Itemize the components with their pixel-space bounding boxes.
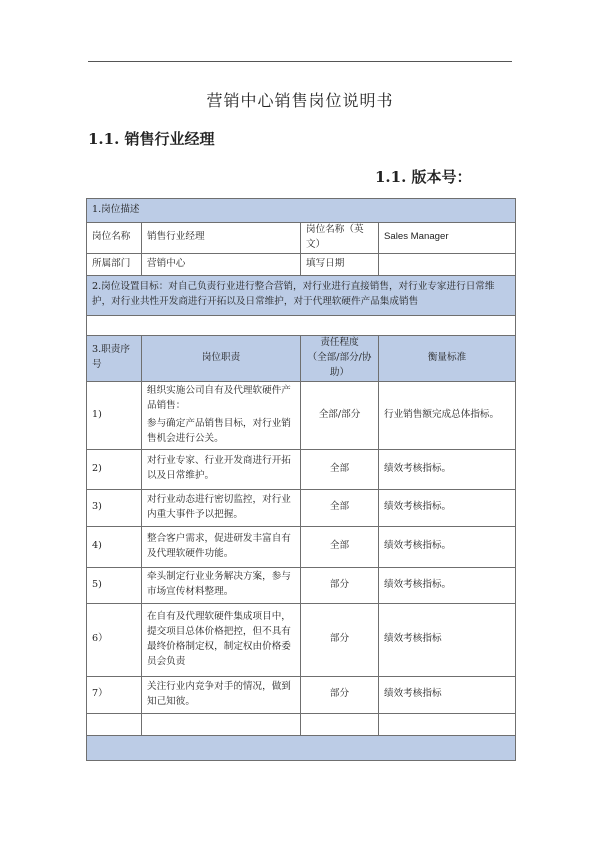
duty-standard: 绩效考核指标 (379, 603, 516, 676)
duty-description (142, 676, 301, 713)
duty-degree: 部分 (301, 676, 379, 713)
duty-seq: 4) (87, 526, 142, 567)
duty-row (87, 381, 516, 449)
duty-description (142, 603, 301, 676)
duty-row (87, 567, 516, 603)
duty-degree: 全部 (301, 489, 379, 526)
duty-description-line: 参与确定产品销售目标，对行业销售机会进行公关。 (147, 417, 291, 444)
department-label: 所属部门 (87, 253, 142, 275)
header-duty: 岗位职责 (142, 335, 301, 381)
duty-description (142, 381, 301, 449)
duty-description-line: 在自有及代理软硬件集成项目中，提交项目总体价格把控，但不具有最终价格制定权，制定权由价格委员会负责 (147, 611, 291, 667)
duty-degree: 全部 (301, 449, 379, 489)
duty-seq: 3) (87, 489, 142, 526)
duty-degree: 部分 (301, 567, 379, 603)
header-rule (88, 61, 512, 62)
footer-shaded-cell (87, 735, 516, 760)
empty-cell (379, 713, 516, 735)
duty-seq: 6） (87, 603, 142, 676)
duty-description-line: 对行业动态进行密切监控，对行业内重大事件予以把握。 (147, 493, 291, 520)
spacer-row (87, 315, 516, 335)
header-duty-seq: 3.职责序号 (87, 335, 142, 381)
empty-cell (142, 713, 301, 735)
duty-degree: 全部/部分 (301, 381, 379, 449)
document-title: 营销中心销售岗位说明书 (206, 91, 394, 110)
duty-description-line: 关注行业内竞争对手的情况，做到知己知彼。 (147, 680, 291, 707)
duty-standard: 绩效考核指标。 (379, 449, 516, 489)
section-position-goal: 2.岗位设置目标：对自己负责行业进行整合营销，对行业进行直接销售，对行业专家进行日常维护，对行业共性开发商进行开拓以及日常维护，对于代理软硬件产品集成销售 (87, 275, 516, 315)
duty-row (87, 449, 516, 489)
duty-row (87, 603, 516, 676)
duty-description (142, 489, 301, 526)
duty-seq: 5) (87, 567, 142, 603)
duty-description-line: 整合客户需求，促进研发丰富自有及代理软硬件功能。 (147, 532, 291, 559)
job-description-table (86, 198, 516, 761)
duty-standard: 绩效考核指标。 (379, 526, 516, 567)
duty-row (87, 526, 516, 567)
duty-description-line: 对行业专家、行业开发商进行开拓以及日常维护。 (147, 455, 291, 482)
duty-description (142, 567, 301, 603)
header-standard: 衡量标准 (379, 335, 516, 381)
footer-row (87, 735, 516, 760)
position-name-en-value: Sales Manager (379, 223, 516, 254)
fill-date-label: 填写日期 (301, 253, 379, 275)
empty-cell (87, 713, 142, 735)
duty-standard: 绩效考核指标 (379, 676, 516, 713)
duty-description-line: 组织实施公司自有及代理软硬件产品销售： (147, 385, 291, 411)
duty-degree: 部分 (301, 603, 379, 676)
duty-standard: 行业销售额完成总体指标。 (379, 381, 516, 449)
duty-description (142, 526, 301, 567)
position-name-en-label: 岗位名称（英文） (301, 223, 379, 254)
department-value: 营销中心 (142, 253, 301, 275)
header-degree (301, 335, 379, 381)
duty-standard: 绩效考核指标。 (379, 567, 516, 603)
section-position-description: 1.岗位描述 (87, 199, 516, 223)
duty-row (87, 489, 516, 526)
duty-degree: 全部 (301, 526, 379, 567)
heading-position-title: 1.1. 销售行业经理 (88, 130, 215, 148)
position-name-label: 岗位名称 (87, 223, 142, 254)
empty-cell (301, 713, 379, 735)
duty-description-line: 牵头制定行业业务解决方案，参与市场宣传材料整理。 (147, 571, 291, 598)
position-name-value: 销售行业经理 (142, 223, 301, 254)
empty-row (87, 713, 516, 735)
heading-version: 1.1. 版本号： (375, 168, 472, 186)
duty-description (142, 449, 301, 489)
fill-date-value (379, 253, 516, 275)
header-degree-line1: 责任程度 (320, 336, 359, 348)
duty-seq: 1) (87, 381, 142, 449)
duty-row (87, 676, 516, 713)
duty-seq: 2) (87, 449, 142, 489)
header-degree-line2: （全部/部分/协助） (307, 351, 372, 378)
duty-seq: 7） (87, 676, 142, 713)
duty-standard: 绩效考核指标。 (379, 489, 516, 526)
